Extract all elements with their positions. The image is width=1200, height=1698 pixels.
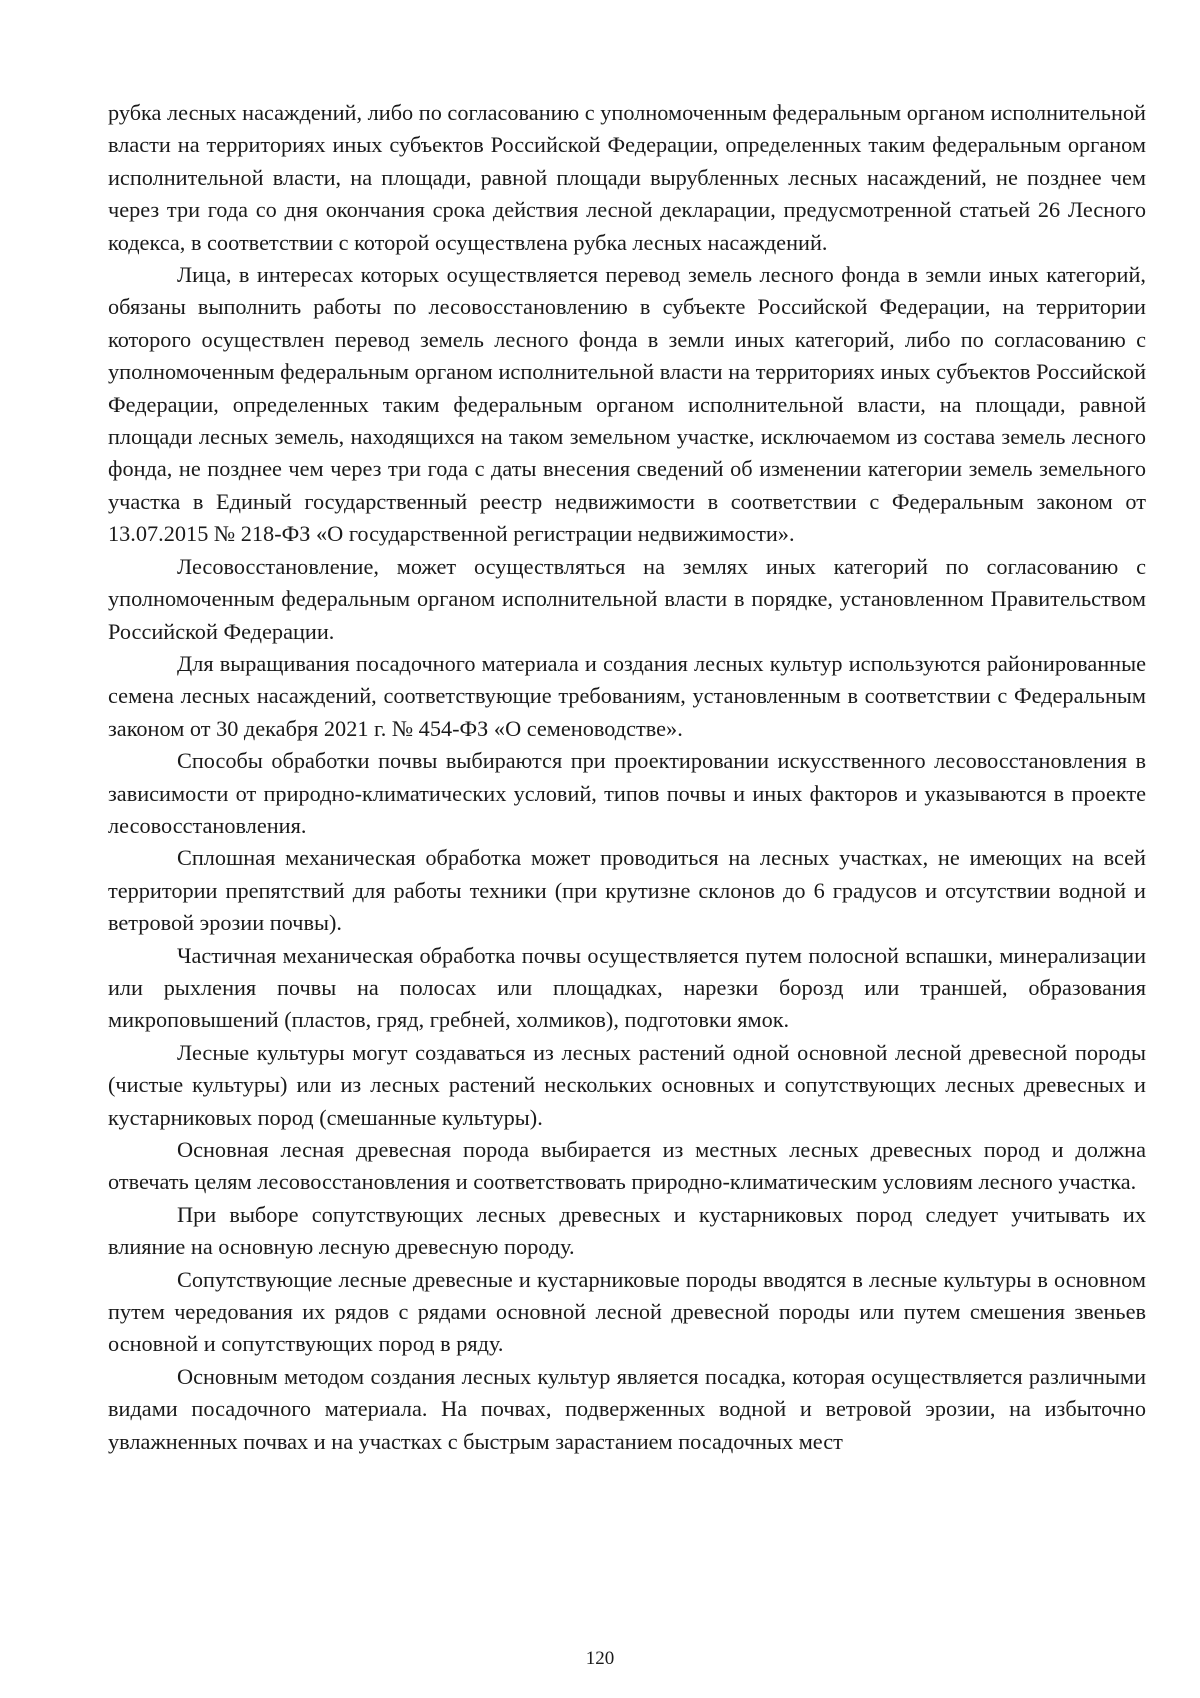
paragraph: Лесовосстановление, может осуществляться на землях иных категорий по согласованию с уполномоченным федеральным органом исполнительной власти в порядке, установленном Правительством Российской Федерации. xyxy=(108,553,1146,644)
paragraph: Основным методом создания лесных культур является посадка, которая осуществляется различными видами посадочного материала. На почвах, подверженных водной и ветровой эрозии, на избыточно увлажненных почвах и на участках с быстрым зарастанием посадочных мест xyxy=(108,1363,1146,1454)
document-body xyxy=(108,97,1146,1458)
paragraph: рубка лесных насаждений, либо по согласованию с уполномоченным федеральным органом исполнительной власти на территориях иных субъектов Российской Федерации, определенных таким федеральным органом исполнительной власти, на площади, равной площади вырубленных лесных насаждений, не позднее чем через три года со дня окончания срока действия лесной декларации, предусмотренной статьей 26 Лесного кодекса, в соответствии с которой осуществлена рубка лесных насаждений. xyxy=(108,100,1146,255)
paragraph: Лесные культуры могут создаваться из лесных растений одной основной лесной древесной породы (чистые культуры) или из лесных растений нескольких основных и сопутствующих лесных древесных и кустарниковых пород (смешанные культуры). xyxy=(108,1039,1146,1130)
paragraph: Способы обработки почвы выбираются при проектировании искусственного лесовосстановления в зависимости от природно-климатических условий, типов почвы и иных факторов и указываются в проекте лесовосстановления. xyxy=(108,748,1146,838)
paragraph: Лица, в интересах которых осуществляется перевод земель лесного фонда в земли иных категорий, обязаны выполнить работы по лесовосстановлению в субъекте Российской Федерации, на территории которого осуществлен перевод земель лесного фонда в земли иных категорий, либо по согласованию с уполномоченным федеральным органом исполнительной власти на территориях иных субъектов Российской Федерации, определенных таким федеральным органом исполнительной власти, на площади, равной площади лесных земель, находящихся на таком земельном участке, исключаемом из состава земель лесного фонда, не позднее чем через три года с даты внесения сведений об изменении категории земель земельного участка в Единый государственный реестр недвижимости в соответствии с Федеральным законом от 13.07.2015 № 218-ФЗ «О государственной регистрации недвижимости». xyxy=(108,262,1146,547)
paragraph: Основная лесная древесная порода выбирается из местных лесных древесных пород и должна отвечать целям лесовосстановления и соответствовать природно-климатическим условиям лесного участка. xyxy=(108,1137,1146,1195)
paragraph: Сопутствующие лесные древесные и кустарниковые породы вводятся в лесные культуры в основном путем чередования их рядов с рядами основной лесной древесной породы или путем смешения звеньев основной и сопутствующих пород в ряду. xyxy=(108,1266,1146,1357)
paragraph: Для выращивания посадочного материала и создания лесных культур используются районированные семена лесных насаждений, соответствующие требованиям, установленным в соответствии с Федеральным законом от 30 декабря 2021 г. № 454-ФЗ «О семеноводстве». xyxy=(108,650,1146,741)
page-number: 120 xyxy=(585,1648,615,1669)
paragraph: Сплошная механическая обработка может проводиться на лесных участках, не имеющих на всей территории препятствий для работы техники (при крутизне склонов до 6 градусов и отсутствии водной и ветровой эрозии почвы). xyxy=(108,845,1146,936)
paragraph: Частичная механическая обработка почвы осуществляется путем полосной вспашки, минерализации или рыхления почвы на полосах или площадках, нарезки борозд или траншей, образования микроповышений (пластов, гряд, гребней, холмиков), подготовки ямок. xyxy=(108,942,1146,1033)
paragraph: При выборе сопутствующих лесных древесных и кустарниковых пород следует учитывать их влияние на основную лесную древесную породу. xyxy=(108,1201,1146,1260)
